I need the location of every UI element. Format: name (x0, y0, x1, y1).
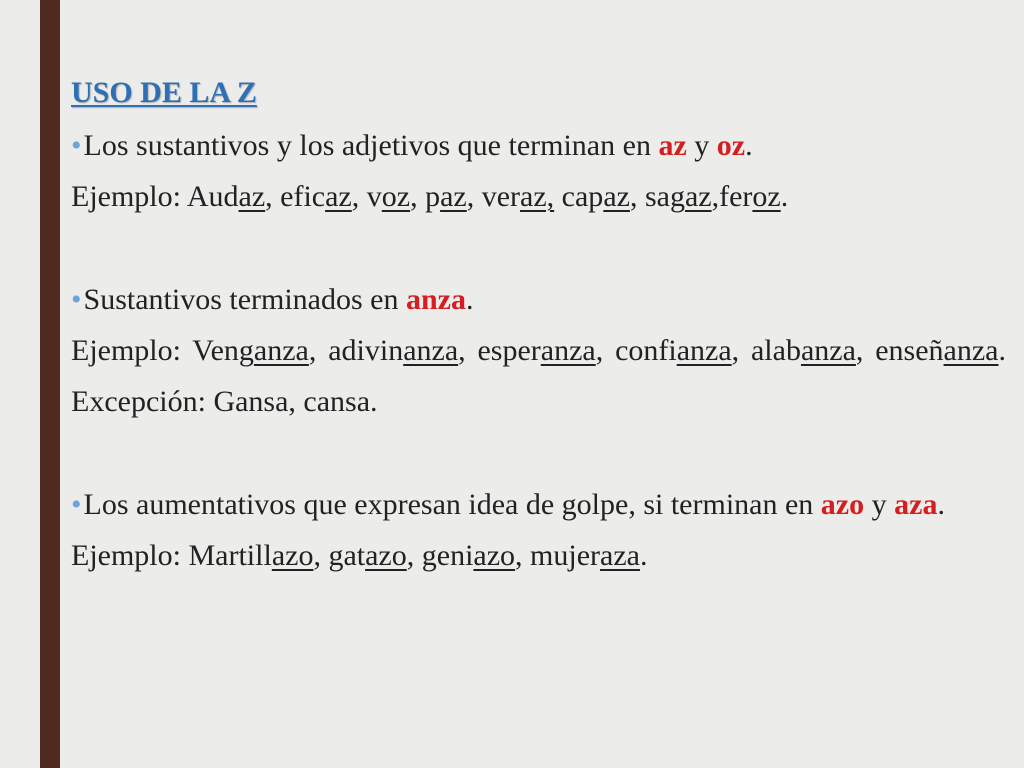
bullet-icon: • (71, 129, 82, 162)
word-ending: az (238, 180, 266, 213)
word-separator: , (711, 180, 720, 213)
example-1-prefix: Ejemplo: (71, 180, 187, 213)
example-word (328, 334, 458, 367)
word-ending: oz (752, 180, 781, 213)
word-ending: anza (943, 334, 999, 367)
word-stem: fer (719, 180, 753, 213)
word-separator: , (595, 334, 616, 367)
spacer (71, 427, 1006, 479)
word-separator: , (629, 180, 645, 213)
word-ending: az (440, 180, 467, 213)
word-separator: , (410, 180, 426, 213)
word-separator: . (780, 180, 789, 213)
example-3-words (188, 539, 647, 572)
example-word (875, 334, 998, 367)
word-stem: p (425, 180, 441, 213)
bullet-icon: • (71, 283, 82, 316)
example-word (188, 539, 313, 572)
word-stem: geni (421, 539, 474, 572)
rule-2-end: . (466, 283, 474, 316)
word-separator: , (731, 334, 751, 367)
word-separator: , (313, 539, 329, 572)
word-separator: , (466, 180, 482, 213)
rule-3-end: . (937, 488, 945, 521)
example-1 (71, 171, 1006, 222)
word-stem: confi (615, 334, 677, 367)
example-word (192, 334, 309, 367)
example-word (280, 180, 352, 213)
word-stem: Aud (186, 180, 239, 213)
example-word (425, 180, 467, 213)
word-separator: , (406, 539, 422, 572)
example-word (477, 334, 595, 367)
word-ending: anza (253, 334, 309, 367)
word-stem: efic (280, 180, 326, 213)
word-separator: . (998, 334, 1006, 367)
example-word (482, 180, 554, 213)
example-word (562, 180, 630, 213)
example-word (422, 539, 515, 572)
rule-1-end: . (745, 129, 753, 162)
rule-1-suffix-oz: oz (716, 129, 746, 162)
example-2-words (192, 334, 1006, 367)
word-separator: , (458, 334, 478, 367)
word-stem: ver (481, 180, 521, 213)
rule-2-suffix-anza: anza (406, 283, 466, 316)
example-2-exception: Excepción: Gansa, cansa. (71, 385, 378, 418)
word-ending: anza (403, 334, 459, 367)
word-ending: azo (473, 539, 516, 572)
word-ending: anza (800, 334, 856, 367)
rule-2-text: Sustantivos terminados en (83, 283, 406, 316)
example-word (530, 539, 640, 572)
example-3 (71, 530, 1006, 581)
example-1-words (187, 180, 788, 213)
word-separator: , (855, 334, 876, 367)
word-stem: Veng (192, 334, 254, 367)
rule-3-text: Los aumentativos que expresan idea de golpe, si terminan en (83, 488, 821, 521)
word-stem: sag (644, 180, 685, 213)
example-word (328, 539, 406, 572)
word-ending: azo (271, 539, 314, 572)
side-accent-bar (40, 0, 60, 768)
word-ending: azo (365, 539, 407, 572)
rule-1-suffix-az: az (658, 129, 687, 162)
word-separator: , (308, 334, 329, 367)
example-word (751, 334, 856, 367)
word-stem: adivin (328, 334, 404, 367)
word-ending: anza (676, 334, 732, 367)
word-separator (554, 180, 562, 213)
bullet-icon: • (71, 488, 82, 521)
word-stem: Martill (188, 539, 272, 572)
example-word (187, 180, 265, 213)
word-stem: alab (750, 334, 801, 367)
word-ending: aza (600, 539, 640, 572)
word-separator: , (351, 180, 367, 213)
example-2-prefix: Ejemplo: (71, 334, 193, 367)
word-separator: , (265, 180, 281, 213)
rule-3-connector: y (864, 488, 895, 521)
slide-title: USO DE LA Z (71, 76, 257, 109)
rule-1-connector: y (686, 129, 717, 162)
word-stem: enseñ (875, 334, 944, 367)
example-3-prefix: Ejemplo: (71, 539, 189, 572)
word-ending: az, (520, 180, 555, 213)
word-ending: az (684, 180, 712, 213)
spacer (71, 222, 1006, 274)
example-2 (71, 325, 1006, 427)
example-word (719, 180, 781, 213)
word-stem: esper (477, 334, 541, 367)
word-ending: az (325, 180, 352, 213)
rule-3 (71, 479, 1006, 530)
word-stem: gat (328, 539, 366, 572)
word-ending: oz (381, 180, 411, 213)
rule-2 (71, 274, 1006, 325)
example-word (367, 180, 410, 213)
word-separator: . (639, 539, 648, 572)
rule-1 (71, 120, 1006, 171)
word-stem: cap (561, 180, 604, 213)
example-word (615, 334, 732, 367)
rule-1-text: Los sustantivos y los adjetivos que terminan en (83, 129, 659, 162)
word-separator: , (515, 539, 531, 572)
word-ending: anza (540, 334, 596, 367)
rule-3-suffix-aza: aza (894, 488, 938, 521)
example-word (645, 180, 712, 213)
word-stem: mujer (530, 539, 601, 572)
word-ending: az (603, 180, 630, 213)
slide-content (71, 72, 1006, 581)
rule-3-suffix-azo: azo (820, 488, 865, 521)
word-stem: v (366, 180, 382, 213)
